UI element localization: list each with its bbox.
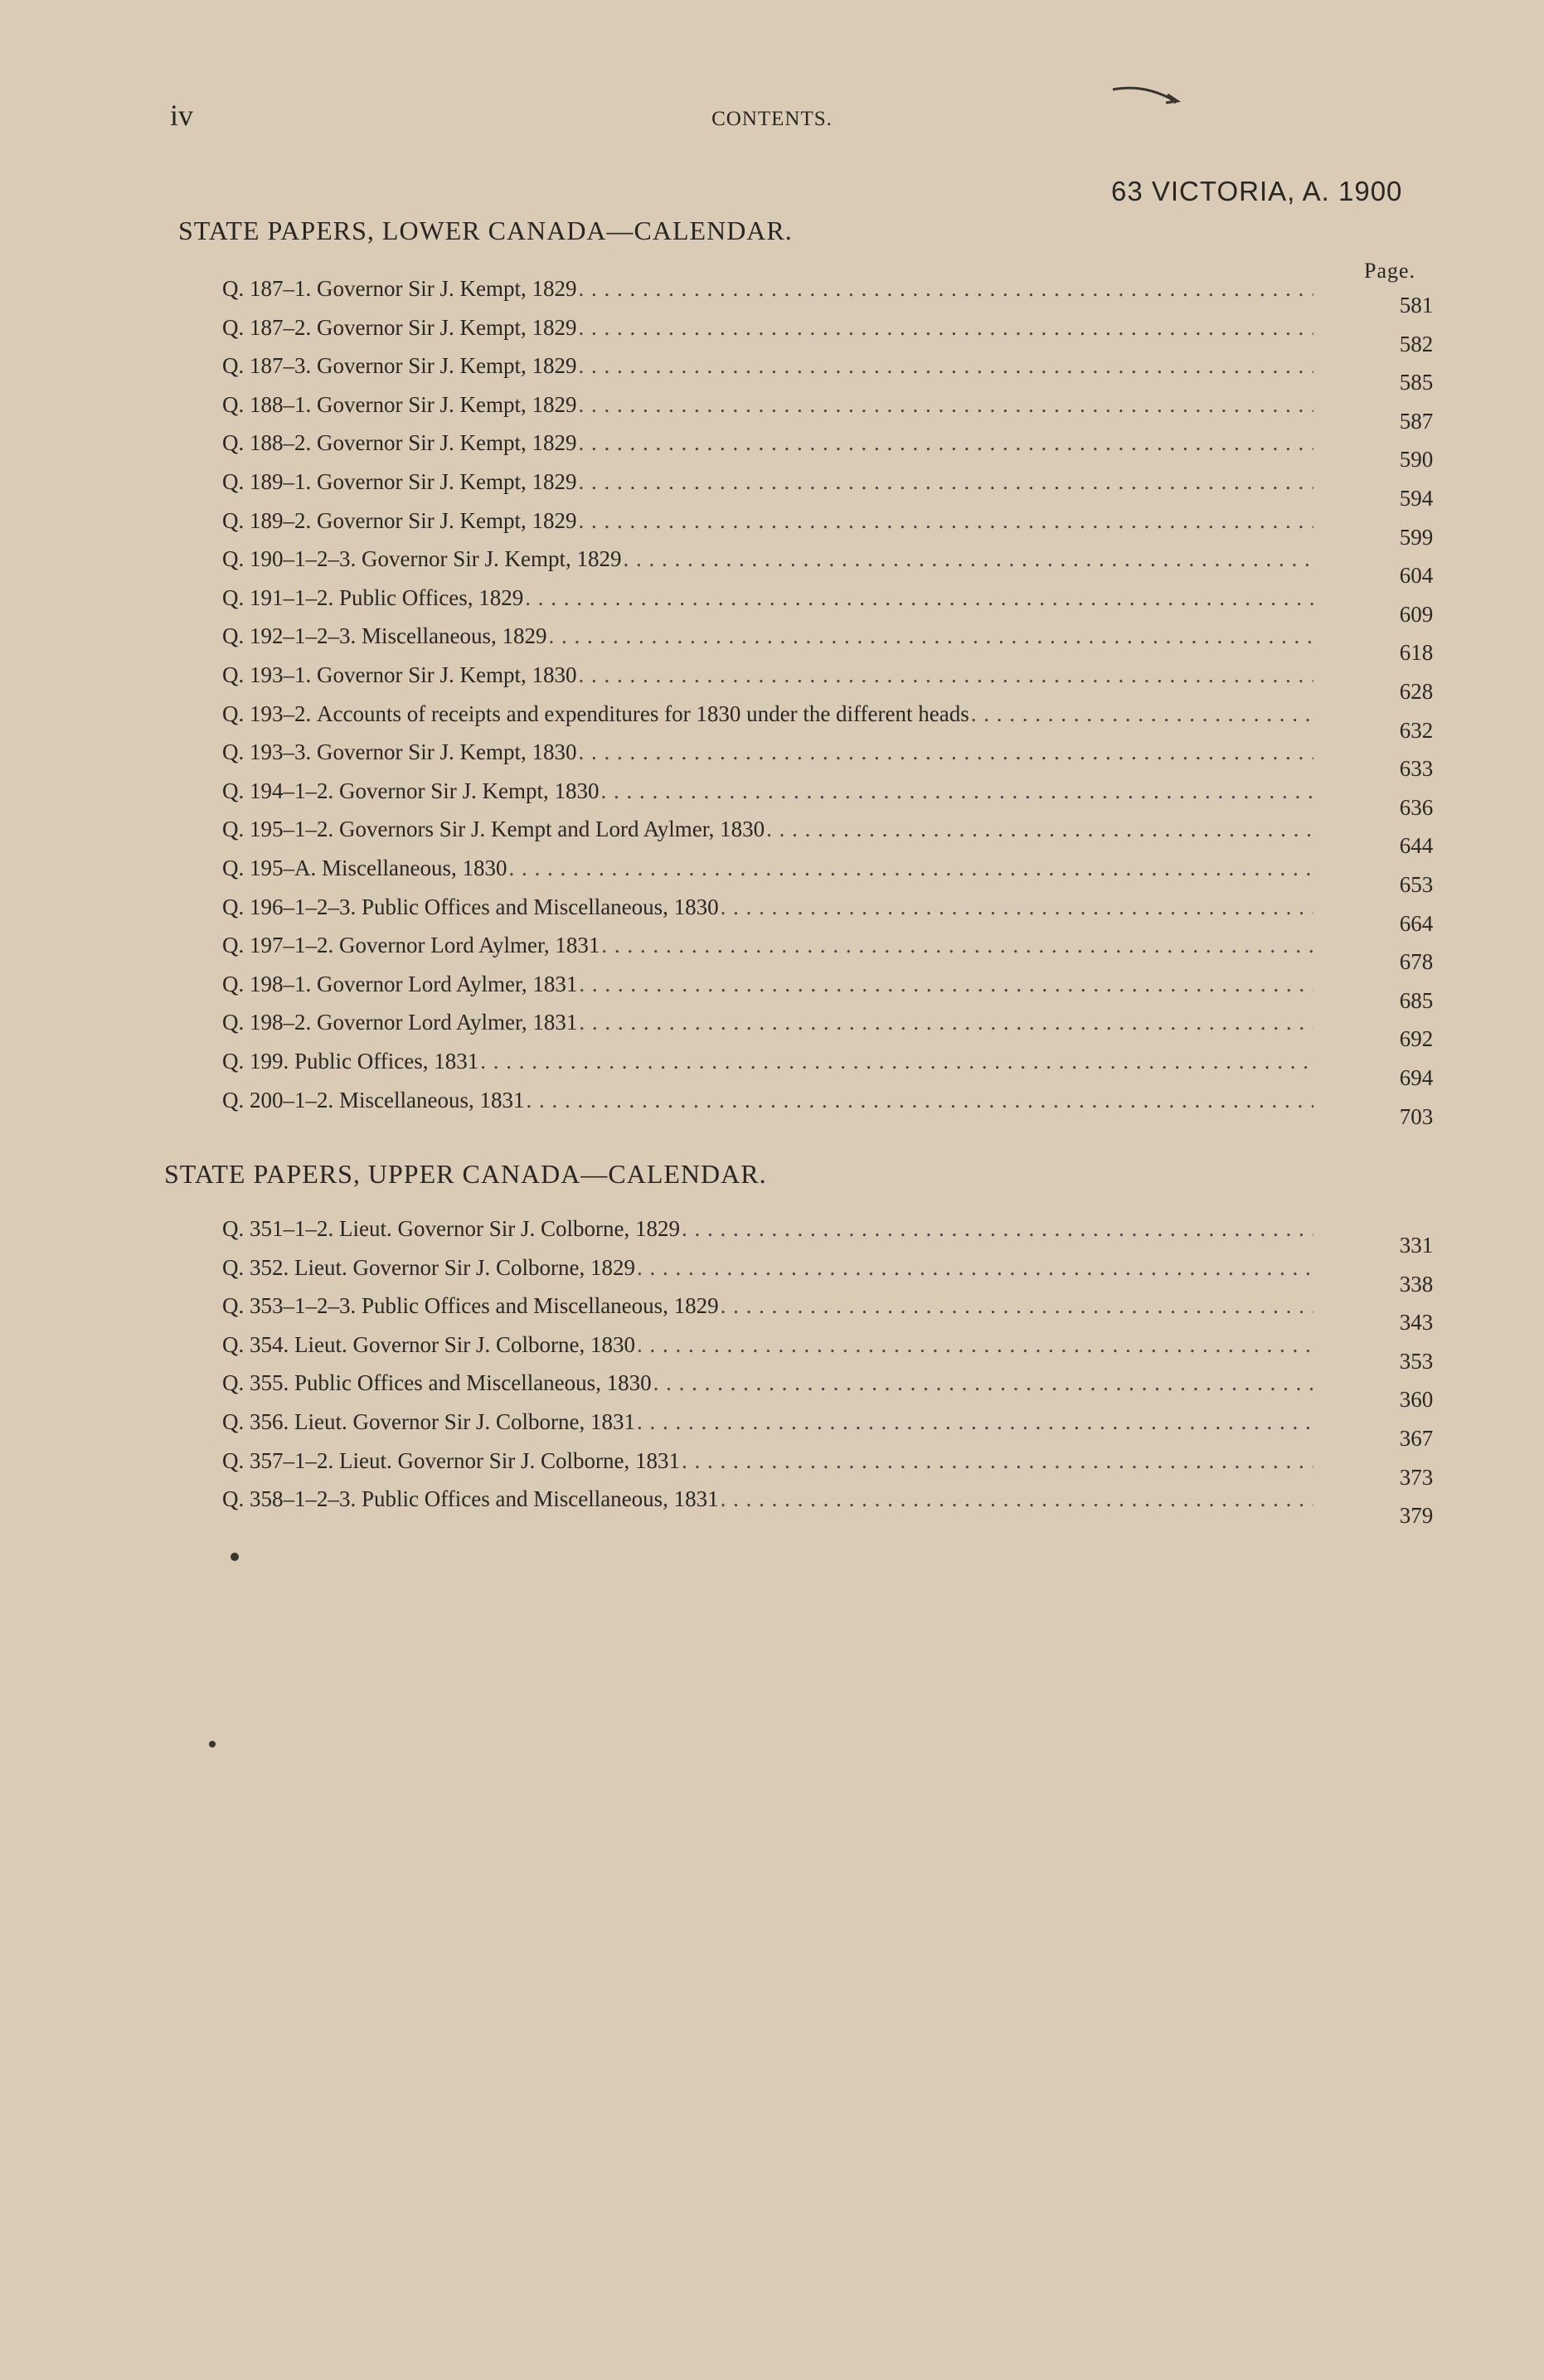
entry-page-number: 599 bbox=[1399, 524, 1434, 550]
toc-entry bbox=[222, 1212, 1434, 1258]
toc-entry bbox=[222, 697, 1434, 743]
toc-entry bbox=[222, 1328, 1434, 1374]
entry-page-number: 653 bbox=[1399, 872, 1434, 897]
entry-description: Public Offices, 1829 bbox=[339, 584, 524, 610]
entry-page-number: 379 bbox=[1399, 1503, 1434, 1529]
entry-volume-code: Q. 198–2. bbox=[222, 1010, 312, 1035]
entry-volume-code: Q. 195–1–2. bbox=[222, 817, 334, 842]
toc-entry bbox=[222, 735, 1434, 782]
toc-entry bbox=[222, 388, 1434, 434]
entry-page-number: 609 bbox=[1399, 601, 1434, 627]
section-title-upper-canada: STATE PAPERS, UPPER CANADA—CALENDAR. bbox=[164, 1159, 767, 1189]
ink-dot bbox=[209, 1741, 216, 1747]
entry-page-number: 367 bbox=[1399, 1426, 1434, 1451]
entry-description: Accounts of receipts and expenditures for 1830 under the different heads bbox=[317, 700, 969, 726]
toc-entry bbox=[222, 658, 1434, 704]
entry-description: Governor Lord Aylmer, 1831 bbox=[317, 1010, 578, 1035]
dot-leader bbox=[721, 1289, 1313, 1322]
pen-mark-icon bbox=[1111, 83, 1186, 108]
entry-description: Governor Sir J. Kempt, 1829 bbox=[317, 469, 577, 494]
toc-entry bbox=[222, 1006, 1434, 1052]
dot-leader bbox=[548, 619, 1313, 652]
entry-page-number: 353 bbox=[1399, 1348, 1434, 1374]
entry-volume-code: Q. 353–1–2–3. bbox=[222, 1293, 357, 1319]
toc-entry bbox=[222, 1083, 1434, 1129]
entry-description: Miscellaneous, 1829 bbox=[362, 623, 547, 649]
entry-description: Public Offices and Miscellaneous, 1830 bbox=[294, 1370, 652, 1396]
entry-description: Lieut. Governor Sir J. Colborne, 1831 bbox=[339, 1447, 680, 1473]
running-title: CONTENTS. bbox=[711, 108, 833, 130]
ink-dot bbox=[231, 1553, 239, 1561]
entry-description: Public Offices and Miscellaneous, 1830 bbox=[362, 894, 719, 919]
toc-entry bbox=[222, 504, 1434, 550]
entry-description: Governor Sir J. Kempt, 1829 bbox=[317, 430, 577, 456]
entry-volume-code: Q. 351–1–2. bbox=[222, 1216, 334, 1241]
dot-leader bbox=[579, 1006, 1313, 1039]
entry-description: Lieut. Governor Sir J. Colborne, 1830 bbox=[294, 1331, 635, 1357]
entry-description: Governors Sir J. Kempt and Lord Aylmer, 1830 bbox=[339, 817, 765, 842]
toc-entry bbox=[222, 311, 1434, 356]
page-column-label: Page. bbox=[1364, 259, 1416, 283]
dot-leader bbox=[766, 812, 1313, 846]
dot-leader bbox=[578, 311, 1313, 344]
entry-volume-code: Q. 357–1–2. bbox=[222, 1447, 334, 1473]
entry-volume-code: Q. 189–2. bbox=[222, 507, 312, 533]
toc-entry bbox=[222, 967, 1434, 1013]
dot-leader bbox=[578, 465, 1313, 498]
entry-volume-code: Q. 195–A. bbox=[222, 856, 317, 880]
toc-entry bbox=[222, 542, 1434, 589]
dot-leader bbox=[578, 504, 1313, 537]
dot-leader bbox=[623, 542, 1313, 575]
entry-description: Governor Sir J. Kempt, 1829 bbox=[317, 507, 577, 533]
toc-entry bbox=[222, 1289, 1434, 1335]
entry-volume-code: Q. 198–1. bbox=[222, 971, 312, 996]
entry-description: Governor Sir J. Kempt, 1830 bbox=[317, 662, 577, 687]
entry-page-number: 685 bbox=[1399, 987, 1434, 1013]
entry-page-number: 331 bbox=[1399, 1233, 1434, 1258]
entry-description: Public Offices, 1831 bbox=[294, 1049, 479, 1074]
entry-page-number: 664 bbox=[1399, 910, 1434, 936]
entry-page-number: 594 bbox=[1399, 486, 1434, 511]
entry-volume-code: Q. 187–3. bbox=[222, 353, 312, 379]
entry-volume-code: Q. 196–1–2–3. bbox=[222, 894, 357, 919]
dot-leader bbox=[578, 388, 1313, 421]
entry-page-number: 338 bbox=[1399, 1271, 1434, 1297]
toc-entry bbox=[222, 581, 1434, 627]
entry-volume-code: Q. 193–3. bbox=[222, 739, 312, 765]
entry-page-number: 373 bbox=[1399, 1464, 1434, 1490]
entry-page-number: 678 bbox=[1399, 949, 1434, 975]
entry-description: Miscellaneous, 1830 bbox=[322, 856, 507, 880]
dot-leader bbox=[480, 1045, 1313, 1078]
entry-page-number: 590 bbox=[1399, 447, 1434, 473]
section-title-lower-canada: STATE PAPERS, LOWER CANADA—CALENDAR. bbox=[178, 216, 793, 245]
toc-entry bbox=[222, 465, 1434, 511]
entry-volume-code: Q. 355. bbox=[222, 1370, 289, 1396]
entry-description: Governor Lord Aylmer, 1831 bbox=[339, 933, 600, 958]
entry-page-number: 703 bbox=[1399, 1103, 1434, 1129]
dot-leader bbox=[600, 774, 1313, 807]
entry-volume-code: Q. 193–2. bbox=[222, 700, 312, 726]
dot-leader bbox=[637, 1328, 1313, 1361]
entry-volume-code: Q. 188–2. bbox=[222, 430, 312, 456]
entry-description: Governor Lord Aylmer, 1831 bbox=[317, 971, 578, 996]
dot-leader bbox=[578, 349, 1313, 382]
dot-leader bbox=[721, 890, 1313, 923]
entry-description: Lieut. Governor Sir J. Colborne, 1831 bbox=[294, 1409, 635, 1434]
dot-leader bbox=[579, 967, 1313, 1001]
toc-entry bbox=[222, 1405, 1434, 1451]
regnal-date: 63 VICTORIA, A. 1900 bbox=[1111, 176, 1403, 206]
entry-volume-code: Q. 193–1. bbox=[222, 662, 312, 687]
entry-page-number: 343 bbox=[1399, 1310, 1434, 1335]
dot-leader bbox=[601, 928, 1313, 962]
toc-entry bbox=[222, 349, 1434, 395]
entry-page-number: 644 bbox=[1399, 833, 1434, 859]
entry-page-number: 360 bbox=[1399, 1387, 1434, 1413]
entry-volume-code: Q. 192–1–2–3. bbox=[222, 623, 357, 649]
entry-page-number: 636 bbox=[1399, 794, 1434, 820]
entry-page-number: 628 bbox=[1399, 679, 1434, 704]
entry-volume-code: Q. 187–2. bbox=[222, 314, 312, 340]
entry-page-number: 581 bbox=[1399, 293, 1434, 317]
dot-leader bbox=[637, 1251, 1313, 1284]
entry-page-number: 604 bbox=[1399, 563, 1434, 589]
page-number: iv bbox=[170, 99, 194, 132]
toc-entry bbox=[222, 1045, 1434, 1090]
toc-entry bbox=[222, 1444, 1434, 1490]
entry-volume-code: Q. 354. bbox=[222, 1331, 289, 1357]
dot-leader bbox=[578, 735, 1313, 768]
dot-leader bbox=[578, 658, 1313, 691]
dot-leader bbox=[721, 1482, 1313, 1515]
entry-description: Governor Sir J. Kempt, 1830 bbox=[317, 739, 577, 765]
entry-description: Miscellaneous, 1831 bbox=[339, 1087, 525, 1112]
dot-leader bbox=[578, 426, 1313, 459]
entry-volume-code: Q. 197–1–2. bbox=[222, 933, 334, 958]
toc-entry bbox=[222, 272, 1434, 317]
entry-volume-code: Q. 200–1–2. bbox=[222, 1087, 334, 1112]
toc-entry bbox=[222, 1482, 1434, 1529]
toc-entry bbox=[222, 890, 1434, 936]
toc-entry bbox=[222, 928, 1434, 975]
entry-volume-code: Q. 352. bbox=[222, 1254, 289, 1280]
toc-entry bbox=[222, 426, 1434, 473]
dot-leader bbox=[682, 1212, 1313, 1245]
entry-page-number: 632 bbox=[1399, 717, 1434, 743]
entry-description: Lieut. Governor Sir J. Colborne, 1829 bbox=[339, 1216, 680, 1241]
entry-volume-code: Q. 189–1. bbox=[222, 469, 312, 494]
dot-leader bbox=[682, 1444, 1313, 1477]
entry-volume-code: Q. 191–1–2. bbox=[222, 584, 334, 610]
dot-leader bbox=[526, 1083, 1313, 1117]
entry-volume-code: Q. 188–1. bbox=[222, 391, 312, 417]
entry-page-number: 692 bbox=[1399, 1026, 1434, 1052]
toc-entry bbox=[222, 619, 1434, 666]
toc-entry bbox=[222, 851, 1434, 897]
dot-leader bbox=[508, 851, 1313, 885]
dot-leader bbox=[578, 272, 1313, 305]
toc-entry bbox=[222, 812, 1434, 859]
dot-leader bbox=[637, 1405, 1313, 1438]
entry-description: Public Offices and Miscellaneous, 1829 bbox=[362, 1293, 719, 1319]
toc-entry bbox=[222, 1366, 1434, 1413]
entry-description: Governor Sir J. Kempt, 1829 bbox=[317, 314, 577, 340]
entry-page-number: 587 bbox=[1399, 408, 1434, 434]
entry-page-number: 633 bbox=[1399, 756, 1434, 782]
entry-page-number: 585 bbox=[1399, 370, 1434, 395]
entry-description: Governor Sir J. Kempt, 1829 bbox=[317, 391, 577, 417]
entry-description: Governor Sir J. Kempt, 1829 bbox=[317, 276, 577, 301]
entry-description: Governor Sir J. Kempt, 1829 bbox=[317, 353, 577, 379]
entry-page-number: 618 bbox=[1399, 640, 1434, 666]
dot-leader bbox=[525, 581, 1313, 614]
dot-leader bbox=[971, 697, 1313, 730]
entry-volume-code: Q. 358–1–2–3. bbox=[222, 1486, 357, 1512]
entry-description: Governor Sir J. Kempt, 1829 bbox=[362, 546, 622, 572]
entry-page-number: 694 bbox=[1399, 1065, 1434, 1090]
entry-description: Lieut. Governor Sir J. Colborne, 1829 bbox=[294, 1254, 635, 1280]
entry-volume-code: Q. 187–1. bbox=[222, 276, 312, 301]
entry-volume-code: Q. 190–1–2–3. bbox=[222, 546, 357, 572]
entry-volume-code: Q. 356. bbox=[222, 1409, 289, 1434]
entry-volume-code: Q. 194–1–2. bbox=[222, 778, 334, 803]
toc-entry bbox=[222, 774, 1434, 820]
entry-description: Governor Sir J. Kempt, 1830 bbox=[339, 778, 600, 803]
dot-leader bbox=[653, 1366, 1313, 1399]
entry-description: Public Offices and Miscellaneous, 1831 bbox=[362, 1486, 719, 1512]
entry-page-number: 582 bbox=[1399, 331, 1434, 356]
entry-volume-code: Q. 199. bbox=[222, 1049, 289, 1074]
toc-entry bbox=[222, 1251, 1434, 1297]
